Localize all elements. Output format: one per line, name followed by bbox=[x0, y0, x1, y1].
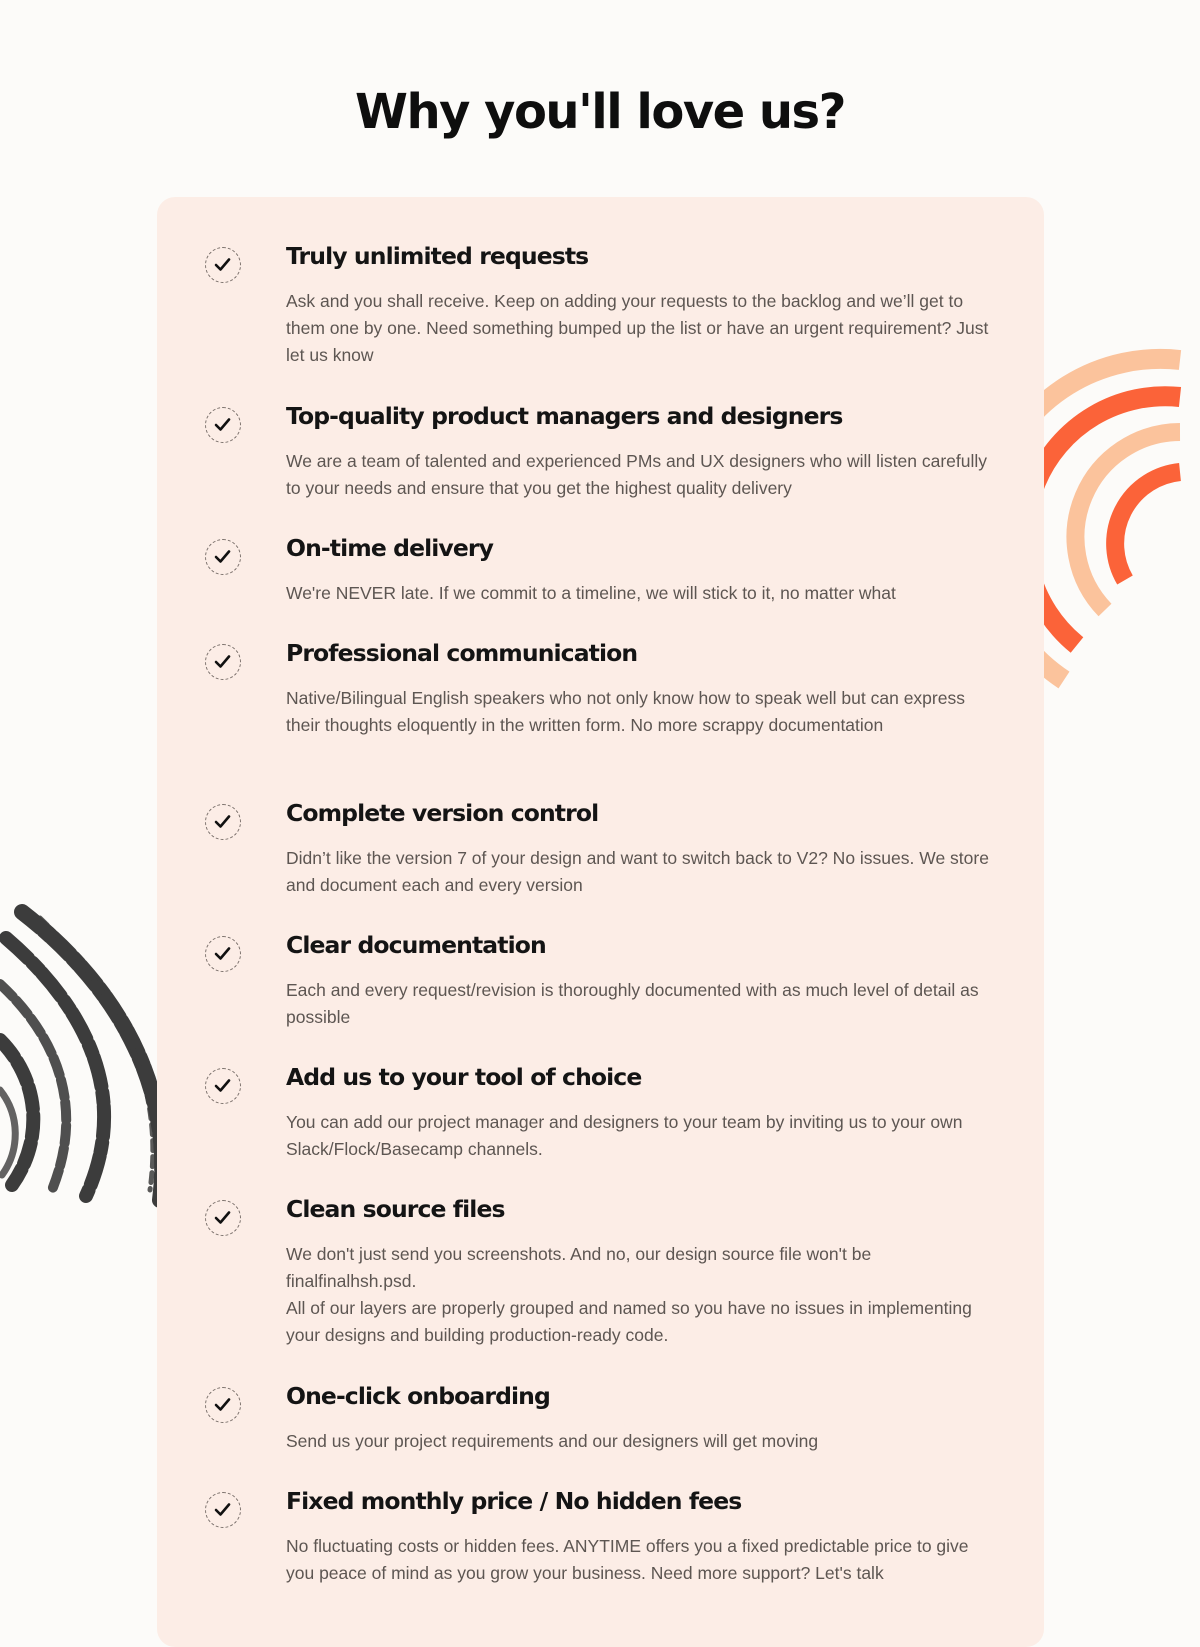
check-circle-icon bbox=[205, 936, 241, 972]
page-title: Why you'll love us? bbox=[355, 84, 845, 140]
feature-title: One-click onboarding bbox=[286, 1382, 550, 1410]
check-circle-icon bbox=[205, 804, 241, 840]
features-card bbox=[157, 197, 1044, 1647]
feature-description: No fluctuating costs or hidden fees. ANYTIME offers you a fixed predictable price to give you peace of mind as you grow your business. Need more support? Let's talk bbox=[286, 1536, 969, 1583]
feature-description: Didn’t like the version 7 of your design and want to switch back to V2? No issues. We store and document each and every version bbox=[286, 848, 989, 895]
feature-title: Complete version control bbox=[286, 799, 599, 827]
feature-title: Clean source files bbox=[286, 1195, 505, 1223]
feature-title: Fixed monthly price / No hidden fees bbox=[286, 1487, 742, 1515]
feature-title: On-time delivery bbox=[286, 534, 493, 562]
feature-description: Send us your project requirements and our designers will get moving bbox=[286, 1431, 819, 1451]
check-circle-icon bbox=[205, 247, 241, 283]
check-circle-icon bbox=[205, 407, 241, 443]
feature-description: Ask and you shall receive. Keep on adding your requests to the backlog and we’ll get to them one by one. Need something bumped up the list or have an urgent requirement? Just let us know bbox=[286, 291, 989, 365]
check-circle-icon bbox=[205, 1387, 241, 1423]
feature-title: Top-quality product managers and designers bbox=[286, 402, 843, 430]
feature-description: We're NEVER late. If we commit to a timeline, we will stick to it, no matter what bbox=[286, 583, 896, 603]
check-circle-icon bbox=[205, 644, 241, 680]
check-circle-icon bbox=[205, 539, 241, 575]
feature-description: You can add our project manager and designers to your team by inviting us to your own Slack/Flock/Basecamp channels. bbox=[286, 1112, 963, 1159]
feature-description: We don't just send you screenshots. And no, our design source file won't be finalfinalhsh.psd. All of our layers are properly grouped and named so you have no issues in implementing your designs and building production-ready code. bbox=[286, 1244, 972, 1345]
check-circle-icon bbox=[205, 1492, 241, 1528]
feature-description: We are a team of talented and experienced PMs and UX designers who will listen carefully to your needs and ensure that you get the highest quality delivery bbox=[286, 451, 988, 498]
feature-title: Truly unlimited requests bbox=[286, 242, 589, 270]
feature-description: Native/Bilingual English speakers who not only know how to speak well but can express their thoughts eloquently in the written form. No more scrappy documentation bbox=[286, 688, 965, 735]
check-circle-icon bbox=[205, 1068, 241, 1104]
feature-title: Add us to your tool of choice bbox=[286, 1063, 642, 1091]
feature-description: Each and every request/revision is thoroughly documented with as much level of detail as possible bbox=[286, 980, 979, 1027]
feature-title: Clear documentation bbox=[286, 931, 546, 959]
feature-title: Professional communication bbox=[286, 639, 638, 667]
check-circle-icon bbox=[205, 1200, 241, 1236]
